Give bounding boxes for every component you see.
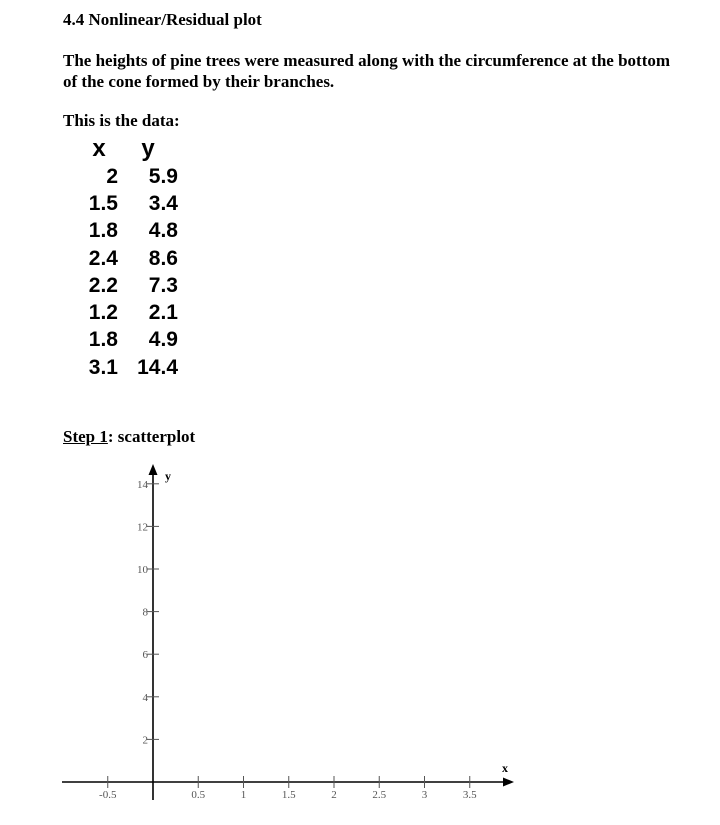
y-tick-label: 2: [142, 734, 148, 747]
table-row: [80, 218, 178, 245]
column-header-x: x: [92, 135, 106, 162]
x-tick-label: 1.5: [281, 789, 296, 801]
cell-y: 4.9: [148, 328, 178, 352]
cell-y: 2.1: [148, 301, 178, 325]
ticks-layer: [99, 479, 477, 801]
cell-x: 1.8: [88, 219, 118, 243]
y-axis-label: y: [165, 469, 171, 483]
x-axis-label: x: [502, 761, 508, 775]
x-tick-label: -0.5: [99, 789, 117, 801]
x-tick-label: 2: [331, 789, 337, 801]
table-row: [80, 163, 178, 190]
cell-y: 4.8: [148, 219, 178, 243]
cell-x: 2.4: [88, 246, 118, 270]
y-tick-label: 4: [142, 691, 148, 704]
cell-y: 3.4: [148, 191, 178, 215]
data-table: [80, 135, 178, 381]
scatterplot-axes: [0, 455, 720, 815]
y-tick-label: 12: [137, 521, 148, 534]
table-row: [80, 272, 178, 299]
table-row: [80, 354, 178, 381]
table-header-row: [80, 135, 178, 163]
x-tick-label: 1: [240, 789, 247, 801]
table-row: [80, 245, 178, 272]
cell-y: 7.3: [148, 273, 178, 297]
x-tick-label: 3.5: [462, 789, 477, 801]
step-label: Step 1: [63, 427, 108, 446]
axes-layer: [62, 464, 514, 800]
cell-x: 3.1: [88, 355, 118, 379]
cell-y: 14.4: [137, 355, 178, 379]
x-tick-label: 2.5: [372, 789, 387, 801]
y-tick-label: 14: [137, 478, 148, 491]
x-axis-arrow: [503, 778, 514, 787]
table-row: [80, 299, 178, 326]
column-header-y: y: [141, 135, 155, 162]
cell-x: 1.2: [88, 301, 118, 325]
cell-x: 1.8: [88, 328, 118, 352]
step-heading: [63, 427, 195, 447]
table-row: [80, 327, 178, 354]
cell-x: 2: [106, 164, 118, 188]
cell-x: 2.2: [88, 273, 118, 297]
x-tick-label: 3: [421, 789, 428, 801]
step-text: : scatterplot: [107, 427, 196, 446]
y-tick-label: 10: [137, 564, 148, 576]
x-tick-label: 0.5: [191, 789, 206, 801]
y-tick-label: 6: [142, 649, 148, 662]
section-title: 4.4 Nonlinear/Residual plot: [63, 10, 262, 29]
cell-y: 8.6: [148, 246, 178, 270]
intro-paragraph: The heights of pine trees were measured along with the circumference at the bottom of the cone formed by their branches.: [63, 51, 671, 91]
data-lead: This is the data:: [63, 111, 180, 130]
y-axis-arrow: [149, 464, 158, 475]
y-tick-label: 8: [142, 606, 148, 619]
table-row: [80, 190, 178, 217]
cell-x: 1.5: [88, 191, 118, 215]
cell-y: 5.9: [148, 164, 178, 188]
